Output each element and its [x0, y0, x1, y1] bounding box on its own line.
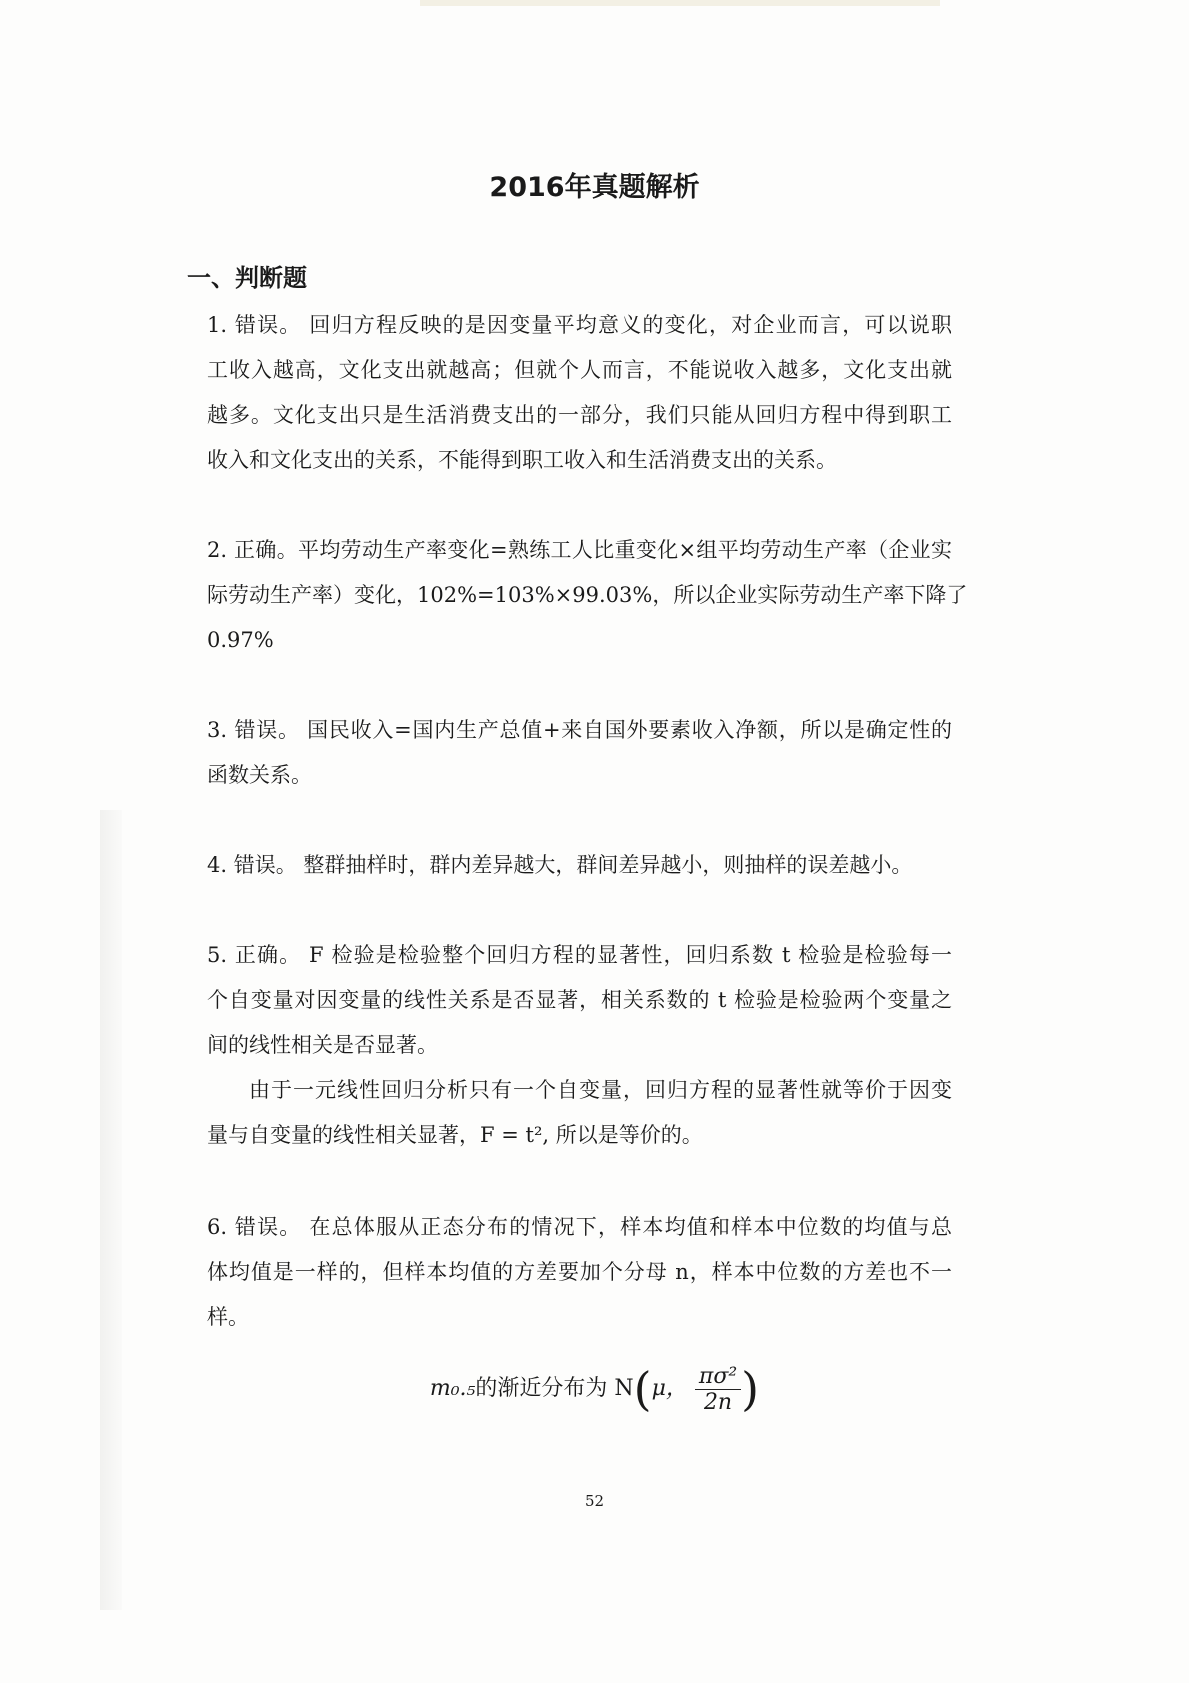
- answer-6: [207, 1205, 952, 1340]
- answer-1: [207, 303, 952, 483]
- text-line: 6. 错误。 在总体服从正态分布的情况下，样本均值和样本中位数的均值与总: [207, 1215, 952, 1239]
- scan-artifact: [420, 0, 940, 6]
- text-line: 2. 正确。平均劳动生产率变化=熟练工人比重变化×组平均劳动生产率（企业实: [207, 538, 952, 562]
- text-line: 3. 错误。 国民收入=国内生产总值+来自国外要素收入净额，所以是确定性的: [207, 718, 952, 742]
- text-line: 越多。文化支出只是生活消费支出的一部分，我们只能从回归方程中得到职工: [207, 403, 952, 427]
- scan-shadow: [100, 810, 122, 1610]
- fraction-denominator: 2n: [703, 1389, 733, 1415]
- formula-text: 的渐近分布为 N: [475, 1376, 634, 1401]
- text-line: 0.97%: [207, 628, 274, 652]
- section-heading: 一、判断题: [187, 264, 307, 292]
- text-line: 体均值是一样的，但样本均值的方差要加个分母 n，样本中位数的方差也不一: [207, 1260, 952, 1284]
- answer-3: [207, 708, 952, 798]
- answer-5: [207, 933, 952, 1158]
- formula-mean: μ，: [651, 1376, 688, 1401]
- fraction-numerator: πσ²: [695, 1364, 741, 1390]
- left-paren: (: [633, 1362, 652, 1416]
- formula-fraction: [695, 1364, 741, 1415]
- text-line: 函数关系。: [207, 763, 312, 787]
- text-line: 4. 错误。 整群抽样时，群内差异越大，群间差异越小，则抽样的误差越小。: [207, 853, 913, 877]
- text-line: 收入和文化支出的关系，不能得到职工收入和生活消费支出的关系。: [207, 448, 837, 472]
- median-distribution-formula: [0, 1362, 1189, 1416]
- text-line: 5. 正确。 F 检验是检验整个回归方程的显著性，回归系数 t 检验是检验每一: [207, 943, 952, 967]
- text-line: 样。: [207, 1305, 249, 1329]
- page-number: 52: [584, 1492, 605, 1510]
- answer-4: [207, 843, 952, 888]
- text-line: 间的线性相关是否显著。: [207, 1033, 438, 1057]
- text-line: 工收入越高，文化支出就越高；但就个人而言，不能说收入越多，文化支出就: [207, 358, 952, 382]
- text-line: 际劳动生产率）变化，102%=103%×99.03%，所以企业实际劳动生产率下降了: [207, 583, 968, 607]
- text-line: 量与自变量的线性相关显著，F = t², 所以是等价的。: [207, 1123, 703, 1147]
- text-line: 1. 错误。 回归方程反映的是因变量平均意义的变化，对企业而言，可以说职: [207, 313, 952, 337]
- text-line: 个自变量对因变量的线性关系是否显著，相关系数的 t 检验是检验两个变量之: [207, 988, 952, 1012]
- page-title: 2016年真题解析: [489, 172, 700, 203]
- formula-subject: m₀.₅: [429, 1376, 476, 1401]
- answer-2: [207, 528, 968, 663]
- right-paren: ): [741, 1362, 760, 1416]
- text-line: 由于一元线性回归分析只有一个自变量，回归方程的显著性就等价于因变: [249, 1078, 952, 1102]
